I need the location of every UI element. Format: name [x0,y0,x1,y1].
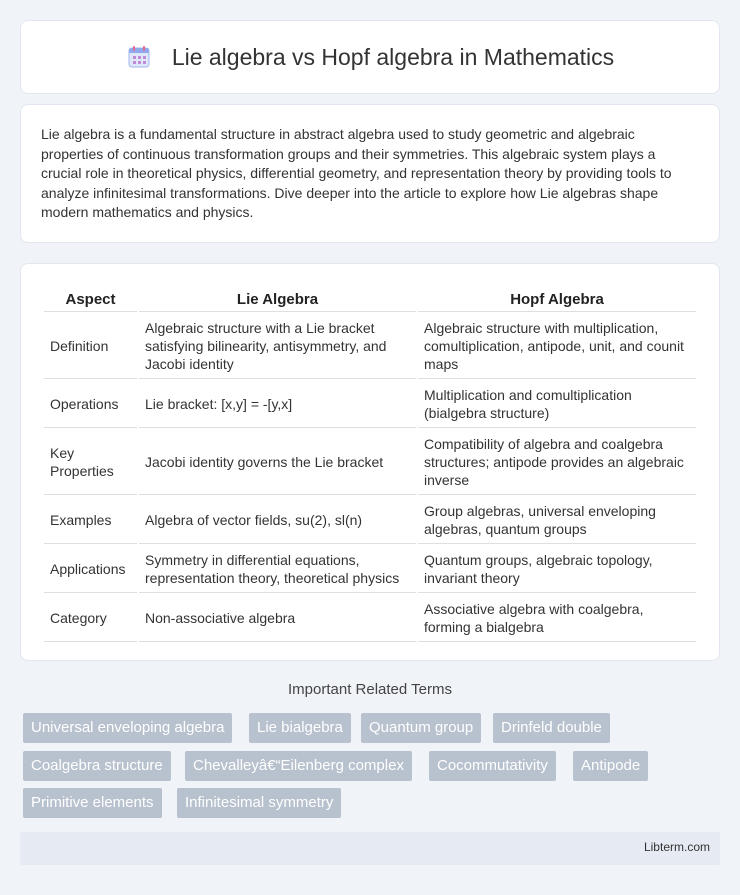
table-cell: Lie bracket: [x,y] = -[y,x] [139,381,416,428]
comparison-table [42,284,698,644]
related-term-tag[interactable]: Cocommutativity [429,751,556,781]
intro-text: Lie algebra is a fundamental structure in abstract algebra used to study geometric and algebraic properties of continuous transformation groups and their symmetries. This algebraic system plays a crucial role in theoretical physics, differential geometry, and representation theory by providing tools to analyze infinitesimal transformations. Dive deeper into the article to explore how Lie algebras shape modern mathematics and physics. [41,126,672,221]
calendar-icon [126,44,152,70]
related-term-tag[interactable]: Primitive elements [23,788,162,818]
table-cell: Associative algebra with coalgebra, forming a bialgebra [418,595,696,642]
table-cell: Algebraic structure with a Lie bracket satisfying bilinearity, antisymmetry, and Jacobi identity [139,314,416,379]
column-header-hopf: Hopf Algebra [418,286,696,312]
table-cell: Key Properties [44,430,137,495]
column-header-aspect: Aspect [44,286,137,312]
related-term-tag[interactable]: Universal enveloping algebra [23,713,232,743]
related-term-tag[interactable]: Antipode [573,751,648,781]
table-cell: Quantum groups, algebraic topology, invariant theory [418,546,696,593]
table-row [44,314,696,379]
table-cell: Applications [44,546,137,593]
table-cell: Algebra of vector fields, su(2), sl(n) [139,497,416,544]
table-row [44,497,696,544]
intro-card [20,104,720,243]
table-row [44,546,696,593]
table-cell: Symmetry in differential equations, representation theory, theoretical physics [139,546,416,593]
footer-site-link[interactable]: Libterm.com [643,840,710,854]
table-row [44,381,696,428]
related-term-tag[interactable]: Chevalleyâ€“Eilenberg complex [185,751,412,781]
table-cell: Non-associative algebra [139,595,416,642]
table-row [44,595,696,642]
table-cell: Definition [44,314,137,379]
table-cell: Category [44,595,137,642]
related-terms-title: Important Related Terms [288,681,452,698]
table-cell: Compatibility of algebra and coalgebra structures; antipode provides an algebraic inverse [418,430,696,495]
table-header-row [44,286,696,312]
related-term-tag[interactable]: Quantum group [361,713,481,743]
related-term-tag[interactable]: Drinfeld double [493,713,610,743]
comparison-card [20,263,720,661]
table-cell: Jacobi identity governs the Lie bracket [139,430,416,495]
column-header-lie: Lie Algebra [139,286,416,312]
table-cell: Algebraic structure with multiplication, comultiplication, antipode, unit, and counit maps [418,314,696,379]
table-cell: Operations [44,381,137,428]
table-row [44,430,696,495]
related-term-tag[interactable]: Lie bialgebra [249,713,351,743]
related-term-tag[interactable]: Coalgebra structure [23,751,171,781]
table-cell: Group algebras, universal enveloping algebras, quantum groups [418,497,696,544]
table-cell: Multiplication and comultiplication (bialgebra structure) [418,381,696,428]
table-cell: Examples [44,497,137,544]
related-term-tag[interactable]: Infinitesimal symmetry [177,788,341,818]
header-card [20,20,720,94]
page-title: Lie algebra vs Hopf algebra in Mathematics [171,43,615,70]
footer [20,832,720,865]
